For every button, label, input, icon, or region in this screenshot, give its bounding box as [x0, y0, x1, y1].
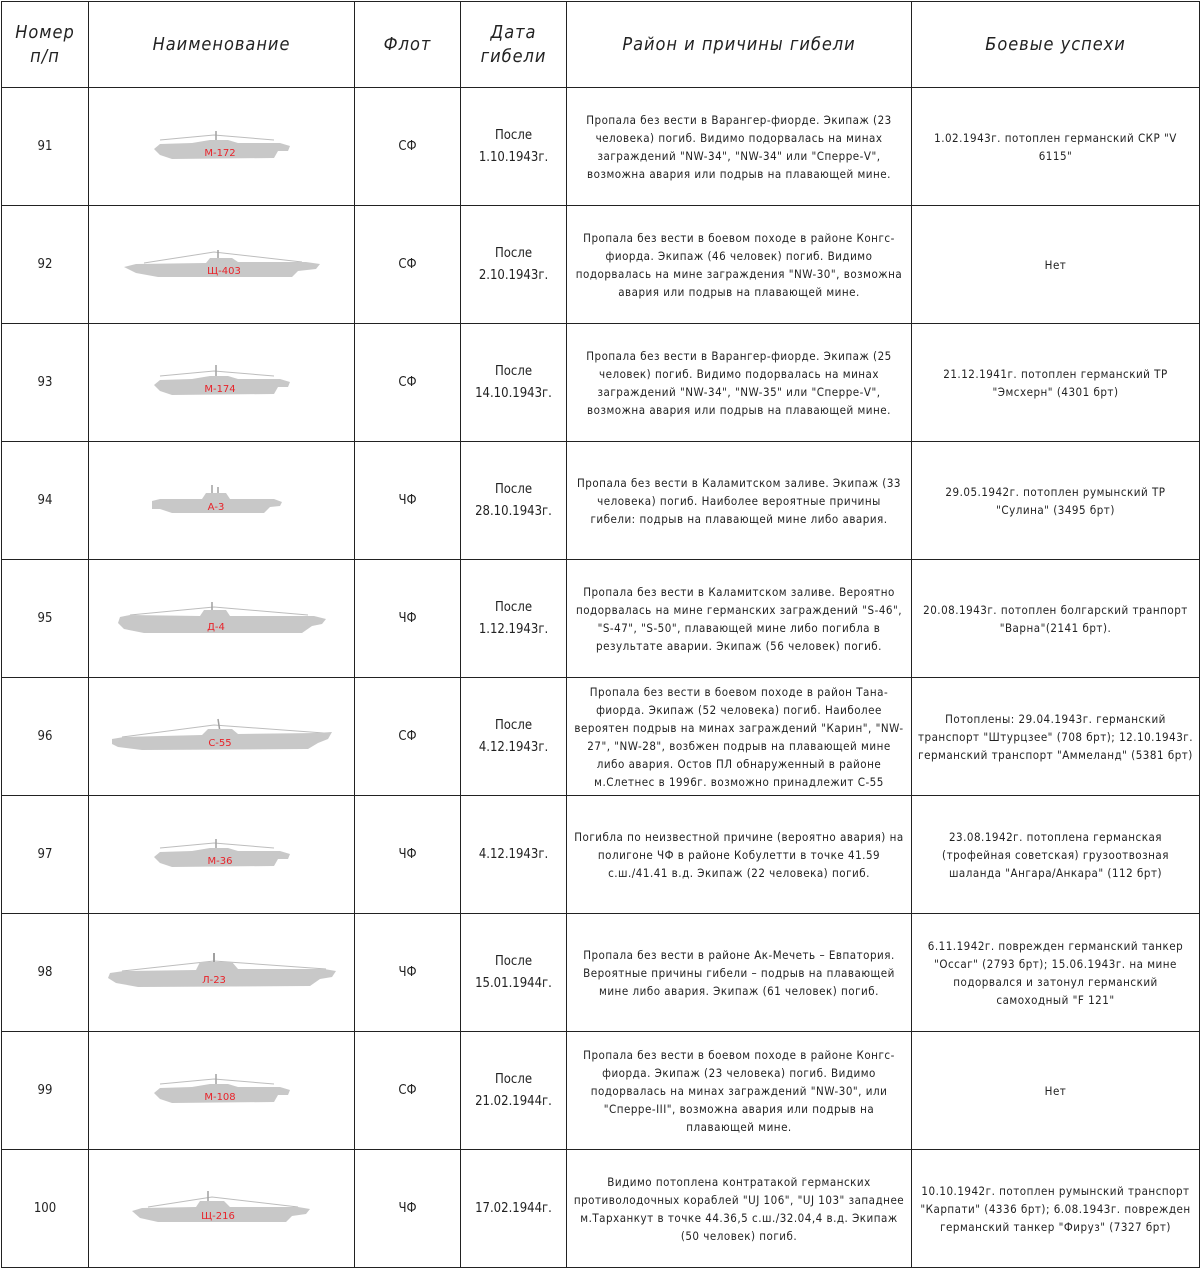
table-row: [2, 442, 1200, 560]
submarine-silhouette-icon: [102, 1071, 342, 1111]
submarine-name: Д-4: [206, 621, 225, 633]
date-cell: После 14.10.1943г.: [461, 324, 567, 442]
reason-cell: Пропала без вести в Варангер-фиорде. Экипаж (25 человек) погиб. Видимо подорвалась на минах заграждений "NW-34", "NW-35" или "Сперре-V", возможна авария или подрыв на плавающей мине.: [567, 324, 912, 442]
submarine-silhouette-icon: [102, 363, 342, 403]
row-number: 96: [2, 678, 89, 796]
fleet-cell: СФ: [355, 88, 461, 206]
submarine-name: Щ-216: [200, 1210, 235, 1222]
reason-cell: Пропала без вести в районе Ак-Мечеть – Евпатория. Вероятные причины гибели – подрыв на плавающей мине либо авария. Экипаж (61 человек) погиб.: [567, 914, 912, 1032]
reason-cell: Пропала без вести в боевом походе в районе Конгс-фиорда. Экипаж (46 человек) погиб. Видимо подорвалась на мине заграждения "NW-30", возможна авария или подрыв на плавающей мине.: [567, 206, 912, 324]
submarine-image: [89, 1032, 355, 1150]
fleet-cell: ЧФ: [355, 560, 461, 678]
reason-cell: Пропала без вести в боевом походе в район Тана-фиорда. Экипаж (52 человека) погиб. Наиболее вероятен подрыв на минах заграждений "Карин", "NW-27", "NW-28", возбжен подрыв на плавающей мине либо авария. Остов ПЛ обнаруженный в районе м.Слетнес в 1996г. возможно принадлежит С-55: [567, 678, 912, 796]
header-date: Дата гибели: [461, 2, 567, 88]
date-cell: После 1.12.1943г.: [461, 560, 567, 678]
success-cell: 10.10.1942г. потоплен румынский транспорт "Карпати" (4336 брт); 6.08.1943г. поврежден германский танкер "Фируз" (7327 брт): [912, 1150, 1200, 1268]
table-row: [2, 324, 1200, 442]
success-cell: Нет: [912, 206, 1200, 324]
header-num: Номер п/п: [2, 2, 89, 88]
fleet-cell: ЧФ: [355, 914, 461, 1032]
date-cell: 17.02.1944г.: [461, 1150, 567, 1268]
row-number: 95: [2, 560, 89, 678]
submarine-image: [89, 442, 355, 560]
row-number: 93: [2, 324, 89, 442]
date-cell: 4.12.1943г.: [461, 796, 567, 914]
submarine-name: С-55: [207, 737, 232, 749]
header-row: [2, 2, 1200, 88]
row-number: 91: [2, 88, 89, 206]
submarine-silhouette-icon: [102, 245, 342, 285]
date-cell: После 28.10.1943г.: [461, 442, 567, 560]
submarine-silhouette-icon: [102, 481, 342, 521]
success-cell: 21.12.1941г. потоплен германский ТР "Эмсхерн" (4301 брт): [912, 324, 1200, 442]
table-row: [2, 88, 1200, 206]
fleet-cell: СФ: [355, 1032, 461, 1150]
table-row: [2, 206, 1200, 324]
reason-cell: Видимо потоплена контратакой германских противолодочных кораблей "UJ 106", "UJ 103" западнее м.Тарханкут в точке 44.36,5 с.ш./32.04,4 в.д. Экипаж (50 человек) погиб.: [567, 1150, 912, 1268]
submarine-image: [89, 88, 355, 206]
row-number: 92: [2, 206, 89, 324]
fleet-cell: ЧФ: [355, 442, 461, 560]
submarine-name: М-174: [203, 383, 236, 395]
submarine-silhouette-icon: [102, 835, 342, 875]
success-cell: 23.08.1942г. потоплена германская (трофейная советская) грузоотвозная шаланда "Ангара/Анкара" (112 брт): [912, 796, 1200, 914]
submarine-image: [89, 1150, 355, 1268]
row-number: 99: [2, 1032, 89, 1150]
submarine-image: [89, 796, 355, 914]
row-number: 94: [2, 442, 89, 560]
date-cell: После 2.10.1943г.: [461, 206, 567, 324]
submarine-silhouette-icon: [102, 717, 342, 757]
reason-cell: Пропала без вести в Каламитском заливе. Вероятно подорвалась на мине германских заграждений "S-46", "S-47", "S-50", плавающей мине либо погибла в результате аварии. Экипаж (56 человек) погиб.: [567, 560, 912, 678]
table-row: [2, 1150, 1200, 1268]
table-row: [2, 1032, 1200, 1150]
submarine-name: М-172: [203, 147, 236, 159]
submarine-silhouette-icon: [102, 953, 342, 993]
success-cell: 29.05.1942г. потоплен румынский ТР "Сулина" (3495 брт): [912, 442, 1200, 560]
reason-cell: Пропала без вести в боевом походе в районе Конгс-фиорда. Экипаж (23 человека) погиб. Видимо подорвалась на минах заграждений "NW-30", или "Сперре-III", возможна авария или подрыв на плавающей мине.: [567, 1032, 912, 1150]
date-cell: После 4.12.1943г.: [461, 678, 567, 796]
fleet-cell: ЧФ: [355, 796, 461, 914]
submarine-silhouette-icon: [102, 127, 342, 167]
row-number: 100: [2, 1150, 89, 1268]
reason-cell: Пропала без вести в Каламитском заливе. Экипаж (33 человека) погиб. Наиболее вероятные причины гибели: подрыв на плавающей мине либо авария.: [567, 442, 912, 560]
row-number: 97: [2, 796, 89, 914]
fleet-cell: ЧФ: [355, 1150, 461, 1268]
submarine-name: М-108: [203, 1091, 236, 1103]
header-name: Наименование: [89, 2, 355, 88]
submarine-name: М-36: [207, 855, 232, 867]
fleet-cell: СФ: [355, 206, 461, 324]
date-cell: После 1.10.1943г.: [461, 88, 567, 206]
submarine-name: Щ-403: [206, 265, 241, 277]
table-row: [2, 560, 1200, 678]
submarine-name: Л-23: [201, 974, 226, 986]
header-fleet: Флот: [355, 2, 461, 88]
success-cell: 20.08.1943г. потоплен болгарский транпорт "Варна"(2141 брт).: [912, 560, 1200, 678]
success-cell: 1.02.1943г. потоплен германский СКР "V 6115": [912, 88, 1200, 206]
submarine-name: А-3: [207, 501, 224, 513]
submarine-image: [89, 206, 355, 324]
row-number: 98: [2, 914, 89, 1032]
submarine-silhouette-icon: [102, 599, 342, 639]
date-cell: После 15.01.1944г.: [461, 914, 567, 1032]
success-cell: Нет: [912, 1032, 1200, 1150]
submarine-image: [89, 678, 355, 796]
table-row: [2, 796, 1200, 914]
reason-cell: Погибла по неизвестной причине (вероятно авария) на полигоне ЧФ в районе Кобулетти в точке 41.59 с.ш./41.41 в.д. Экипаж (22 человека) погиб.: [567, 796, 912, 914]
submarine-losses-table: [1, 1, 1200, 1268]
success-cell: 6.11.1942г. поврежден германский танкер "Оссаг" (2793 брт); 15.06.1943г. на мине подорвался и затонул германский самоходный "F 121": [912, 914, 1200, 1032]
date-cell: После 21.02.1944г.: [461, 1032, 567, 1150]
submarine-image: [89, 914, 355, 1032]
fleet-cell: СФ: [355, 324, 461, 442]
table-row: [2, 678, 1200, 796]
header-success: Боевые успехи: [912, 2, 1200, 88]
header-reason: Район и причины гибели: [567, 2, 912, 88]
submarine-image: [89, 560, 355, 678]
submarine-image: [89, 324, 355, 442]
reason-cell: Пропала без вести в Варангер-фиорде. Экипаж (23 человека) погиб. Видимо подорвалась на минах заграждений "NW-34", "NW-34" или "Сперре-V", возможна авария или подрыв на плавающей мине.: [567, 88, 912, 206]
fleet-cell: СФ: [355, 678, 461, 796]
table-row: [2, 914, 1200, 1032]
success-cell: Потоплены: 29.04.1943г. германский транспорт "Штурцзее" (708 брт); 12.10.1943г. германский транспорт "Аммеланд" (5381 брт): [912, 678, 1200, 796]
submarine-silhouette-icon: [102, 1189, 342, 1229]
